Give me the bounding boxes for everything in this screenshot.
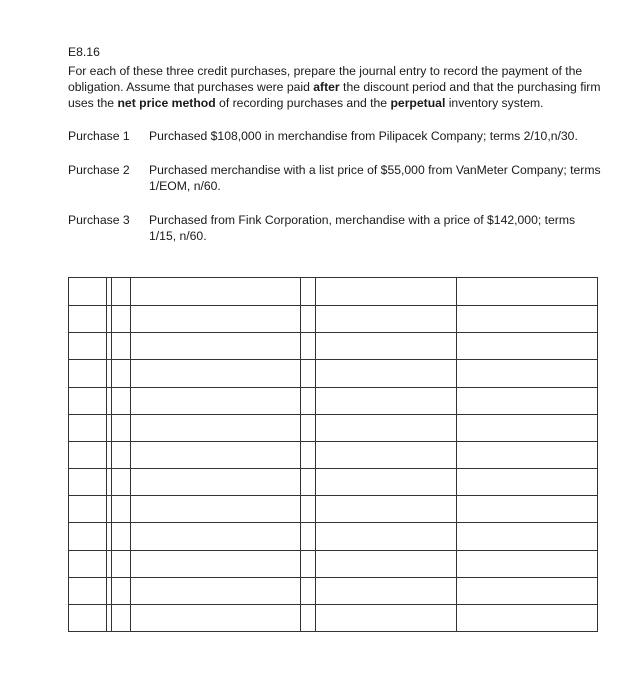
journal-row-line	[69, 441, 597, 442]
exercise-block	[68, 44, 608, 111]
journal-row-line	[69, 332, 597, 333]
journal-column-line	[315, 278, 316, 631]
intro-text-3: of recording purchases and the	[215, 96, 391, 110]
purchase-label: Purchase 1	[68, 129, 130, 143]
exercise-instructions	[68, 63, 608, 111]
journal-row-line	[69, 495, 597, 496]
journal-column-line	[300, 278, 301, 631]
intro-text-4: inventory system.	[445, 96, 544, 110]
purchase-label: Purchase 3	[68, 213, 130, 227]
journal-column-line	[456, 278, 457, 631]
journal-column-line	[111, 278, 112, 631]
intro-text-1: For each of these three credit purchases, prepare the journal entry to record the payment of the obligation. Assume that purchases were paid	[68, 64, 583, 94]
exercise-title: E8.16	[68, 45, 100, 59]
purchase-label: Purchase 2	[68, 163, 130, 177]
journal-row-line	[69, 604, 597, 605]
journal-row-line	[69, 550, 597, 551]
journal-column-line	[130, 278, 131, 631]
journal-row-line	[69, 468, 597, 469]
intro-bold-after: after	[313, 80, 340, 94]
journal-row-line	[69, 414, 597, 415]
intro-bold-net-price-method: net price method	[117, 96, 216, 110]
purchase-description: Purchased $108,000 in merchandise from Pilipacek Company; terms 2/10,n/30.	[149, 129, 578, 143]
journal-row-line	[69, 305, 597, 306]
journal-row-line	[69, 522, 597, 523]
journal-column-line	[106, 278, 107, 631]
purchase-description: Purchased merchandise with a list price of $55,000 from VanMeter Company; terms 1/EOM, n/60.	[149, 163, 601, 193]
journal-row-line	[69, 577, 597, 578]
intro-text-2: the discount period and that the purchasing firm uses the	[68, 80, 601, 110]
purchase-description: Purchased from Fink Corporation, merchandise with a price of $142,000; terms 1/15, n/60.	[149, 213, 576, 243]
journal-row-line	[69, 387, 597, 388]
journal-row-line	[69, 359, 597, 360]
journal-entry-table	[68, 277, 598, 632]
intro-bold-perpetual: perpetual	[390, 96, 446, 110]
